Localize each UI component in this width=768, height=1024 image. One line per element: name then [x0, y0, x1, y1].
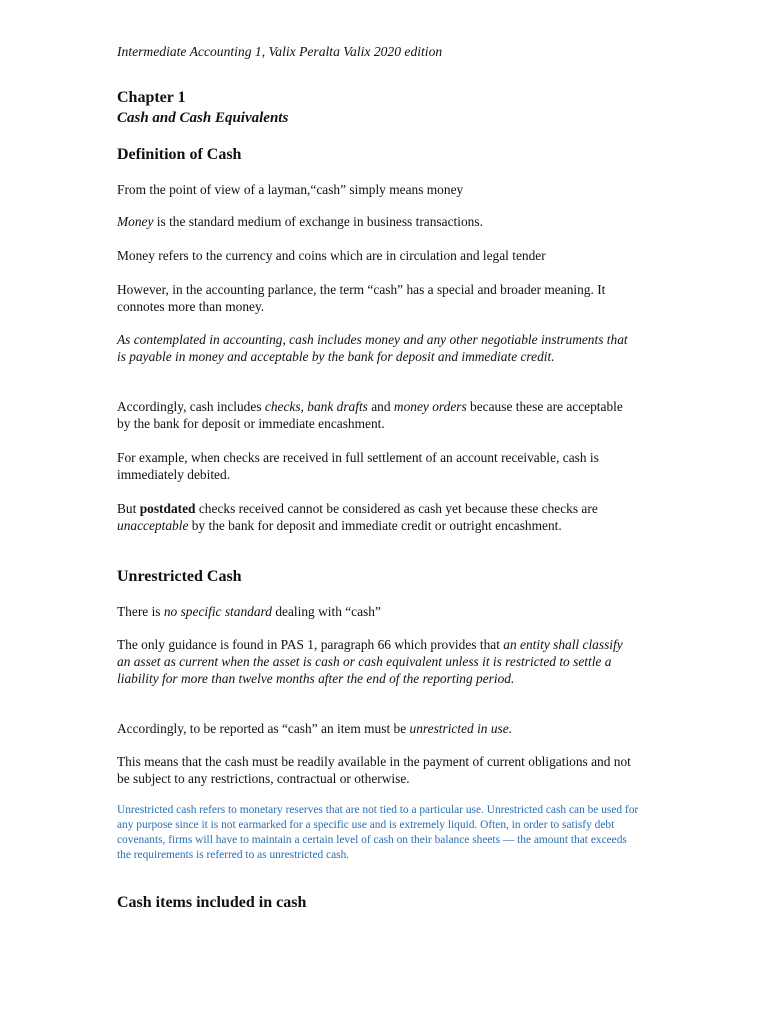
paragraph-cash-includes: Accordingly, cash includes checks, bank drafts and money orders because these are acceptable by the bank for deposit or immediate encashment.: [117, 399, 623, 431]
paragraph-accounting-parlance: However, in the accounting parlance, the term “cash” has a special and broader meaning. It connotes more than money.: [117, 282, 606, 314]
paragraph-example: For example, when checks are received in full settlement of an account receivable, cash is immediately debited.: [117, 450, 599, 482]
chapter-number: Chapter 1: [117, 89, 186, 106]
paragraph-currency: Money refers to the currency and coins which are in circulation and legal tender: [117, 248, 546, 263]
paragraph-unrestricted-in-use: Accordingly, to be reported as “cash” an item must be unrestricted in use.: [117, 721, 513, 736]
paragraph-no-standard: There is no specific standard dealing with “cash”: [117, 604, 381, 619]
heading-unrestricted-cash: Unrestricted Cash: [117, 568, 242, 585]
paragraph-money: Money is the standard medium of exchange in business transactions.: [117, 214, 483, 229]
paragraph-postdated: But postdated checks received cannot be considered as cash yet because these checks are unacceptable by the bank for deposit and immediate credit or outright encashment.: [117, 501, 598, 533]
note-unrestricted-definition: Unrestricted cash refers to monetary reserves that are not tied to a particular use. Unrestricted cash can be used for any purpose since it is not earmarked for a specific use and is extremely liquid. Often, in order to satisfy debt covenants, firms will have to maintain a certain level of cash on their balance sheets — the amount that exceeds the requirements is referred to as unrestricted cash.: [117, 804, 639, 861]
paragraph-readily-available: This means that the cash must be readily available in the payment of current obligations and not be subject to any restrictions, contractual or otherwise.: [117, 754, 631, 786]
chapter-title: Cash and Cash Equivalents: [117, 110, 289, 126]
paragraph-pas1: The only guidance is found in PAS 1, paragraph 66 which provides that an entity shall classify an asset as current when the asset is cash or cash equivalent unless it is restricted to settle a liability for more than twelve months after the end of the reporting period.: [117, 637, 623, 686]
running-header: Intermediate Accounting 1, Valix Peralta Valix 2020 edition: [117, 44, 443, 59]
heading-cash-items: Cash items included in cash: [117, 894, 307, 911]
paragraph-contemplated: As contemplated in accounting, cash includes money and any other negotiable instruments that is payable in money and acceptable by the bank for deposit and immediate credit.: [117, 332, 628, 364]
paragraph-layman: From the point of view of a layman,“cash” simply means money: [117, 182, 464, 197]
emphasis-money: Money: [117, 214, 154, 229]
heading-definition-of-cash: Definition of Cash: [117, 146, 242, 163]
